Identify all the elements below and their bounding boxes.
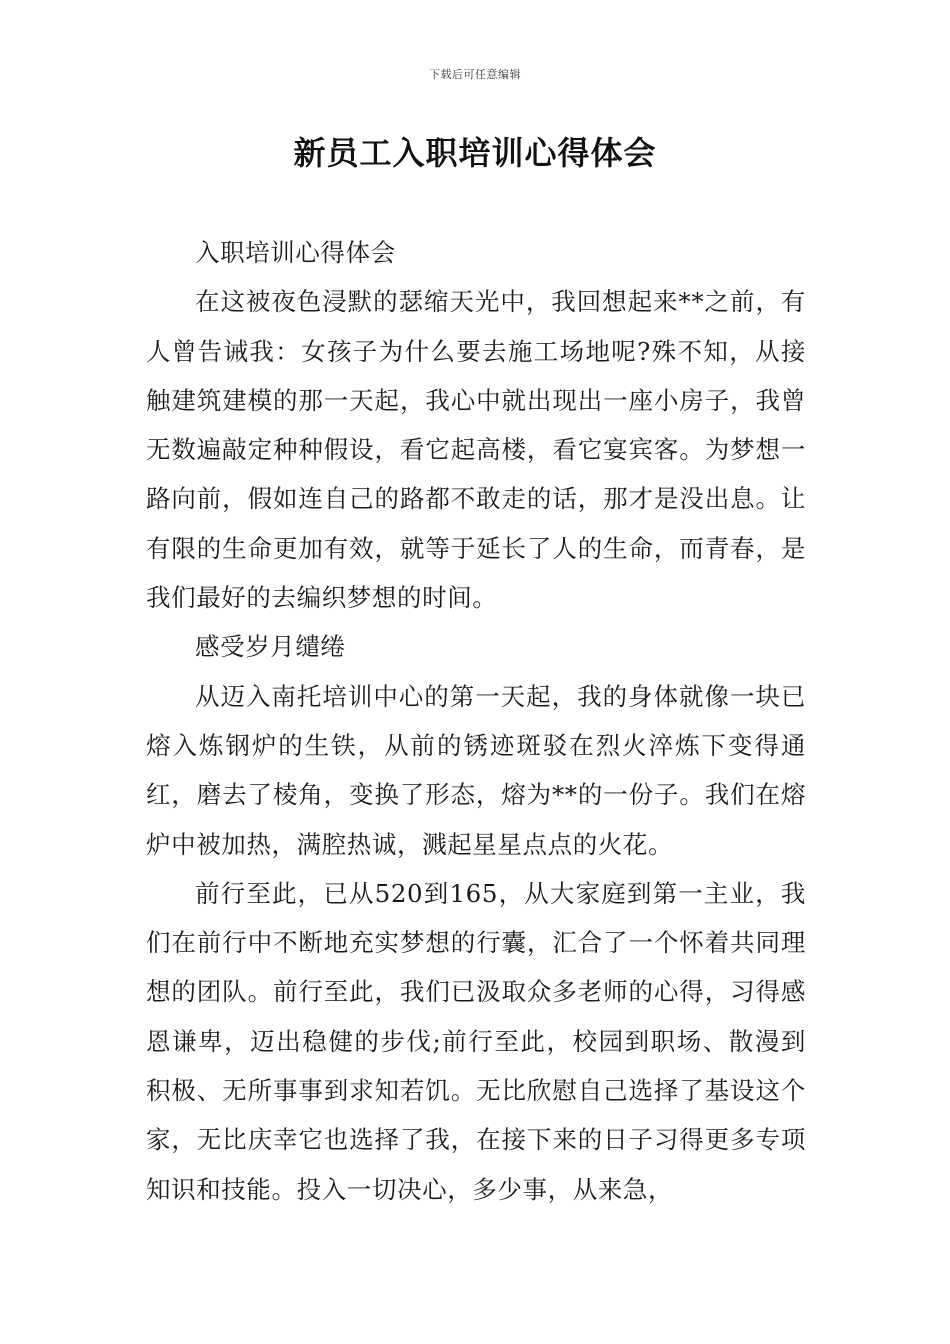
section-heading-training: 入职培训心得体会 bbox=[195, 238, 396, 267]
paragraph-dream: 在这被夜色浸默的瑟缩天光中，我回想起来**之前，有人曾告诫我：女孩子为什么要去施工场地呢?殊不知，从接触建筑建模的那一天起，我心中就出现出一座小房子，我曾无数遍敲定种种假设，看它起高楼，看它宴宾客。为梦想一路向前，假如连自己的路都不敢走的话，那才是没出息。让有限的生命更加有效，就等于延长了人的生命，而青春，是我们最好的去编织梦想的时间。 bbox=[146, 287, 806, 613]
document-title: 新员工入职培训心得体会 bbox=[293, 134, 657, 172]
paragraph-furnace: 从迈入南托培训中心的第一天起，我的身体就像一块已熔入炼钢炉的生铁，从前的锈迹斑驳在烈火淬炼下变得通红，磨去了棱角，变换了形态，熔为**的一份子。我们在熔炉中被加热，满腔热诚，溅起星星点点的火花。 bbox=[146, 681, 806, 859]
paragraph-journey: 前行至此，已从520到165，从大家庭到第一主业，我们在前行中不断地充实梦想的行囊，汇合了一个怀着共同理想的团队。前行至此，我们已汲取众多老师的心得，习得感恩谦卑，迈出稳健的步伐;前行至此，校园到职场、散漫到积极、无所事事到求知若饥。无比欣慰自己选择了基设这个家，无比庆幸它也选择了我，在接下来的日子习得更多专项知识和技能。投入一切决心，多少事，从来急， bbox=[146, 878, 806, 1204]
section-heading-time: 感受岁月缱绻 bbox=[195, 632, 346, 662]
document-body bbox=[146, 228, 806, 1214]
header-note: 下载后可任意编辑 bbox=[429, 68, 521, 81]
